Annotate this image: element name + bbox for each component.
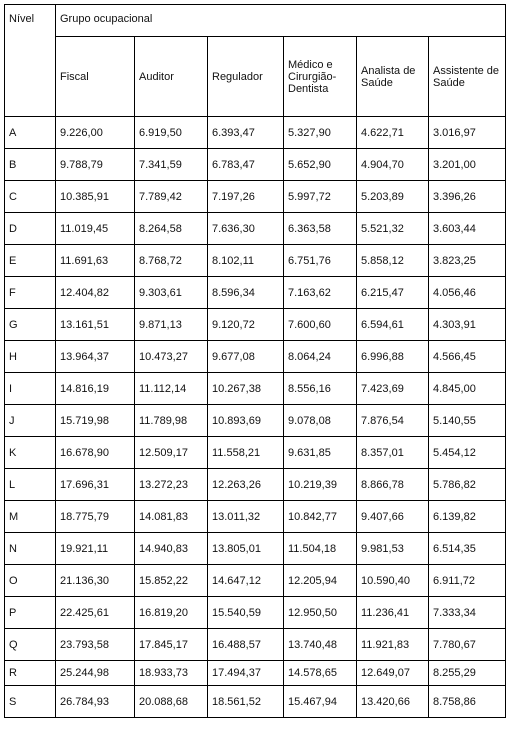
table-cell: 6.996,88 — [357, 341, 429, 373]
table-cell: 14.940,83 — [135, 533, 208, 565]
table-cell: 11.504,18 — [284, 533, 357, 565]
table-cell: 6.393,47 — [208, 117, 284, 149]
row-nivel: D — [5, 213, 56, 245]
table-cell: 5.858,12 — [357, 245, 429, 277]
row-nivel: J — [5, 405, 56, 437]
column-header: Analista de Saúde — [357, 37, 429, 117]
table-cell: 8.866,78 — [357, 469, 429, 501]
table-row — [5, 277, 506, 309]
table-cell: 7.876,54 — [357, 405, 429, 437]
table-cell: 3.201,00 — [429, 149, 506, 181]
table-cell: 5.140,55 — [429, 405, 506, 437]
table-cell: 7.636,30 — [208, 213, 284, 245]
table-cell: 6.139,82 — [429, 501, 506, 533]
table-cell: 12.263,26 — [208, 469, 284, 501]
table-cell: 10.842,77 — [284, 501, 357, 533]
table-cell: 10.267,38 — [208, 373, 284, 405]
row-nivel: C — [5, 181, 56, 213]
row-nivel: A — [5, 117, 56, 149]
table-cell: 6.911,72 — [429, 565, 506, 597]
table-cell: 14.578,65 — [284, 661, 357, 686]
row-nivel: E — [5, 245, 56, 277]
table-cell: 7.423,69 — [357, 373, 429, 405]
table-cell: 19.921,11 — [56, 533, 135, 565]
table-cell: 9.871,13 — [135, 309, 208, 341]
table-cell: 23.793,58 — [56, 629, 135, 661]
table-cell: 10.219,39 — [284, 469, 357, 501]
table-cell: 8.758,86 — [429, 686, 506, 718]
nivel-header: Nível — [5, 5, 56, 117]
row-nivel: Q — [5, 629, 56, 661]
table-cell: 11.921,83 — [357, 629, 429, 661]
table-row — [5, 181, 506, 213]
table-cell: 7.333,34 — [429, 597, 506, 629]
table-cell: 3.396,26 — [429, 181, 506, 213]
table-row — [5, 565, 506, 597]
table-cell: 4.303,91 — [429, 309, 506, 341]
table-cell: 8.255,29 — [429, 661, 506, 686]
row-nivel: I — [5, 373, 56, 405]
table-cell: 21.136,30 — [56, 565, 135, 597]
group-header: Grupo ocupacional — [56, 5, 506, 37]
row-nivel: M — [5, 501, 56, 533]
table-cell: 16.488,57 — [208, 629, 284, 661]
table-row — [5, 661, 506, 686]
column-header: Médico e Cirurgião-Dentista — [284, 37, 357, 117]
table-cell: 8.596,34 — [208, 277, 284, 309]
table-cell: 9.631,85 — [284, 437, 357, 469]
table-cell: 10.590,40 — [357, 565, 429, 597]
table-cell: 15.540,59 — [208, 597, 284, 629]
table-cell: 12.205,94 — [284, 565, 357, 597]
table-cell: 11.691,63 — [56, 245, 135, 277]
table-cell: 8.768,72 — [135, 245, 208, 277]
table-cell: 18.775,79 — [56, 501, 135, 533]
table-cell: 13.272,23 — [135, 469, 208, 501]
row-nivel: F — [5, 277, 56, 309]
table-cell: 12.509,17 — [135, 437, 208, 469]
column-header: Auditor — [135, 37, 208, 117]
table-cell: 11.236,41 — [357, 597, 429, 629]
table-row — [5, 629, 506, 661]
table-cell: 6.751,76 — [284, 245, 357, 277]
row-nivel: G — [5, 309, 56, 341]
table-cell: 4.566,45 — [429, 341, 506, 373]
table-cell: 3.823,25 — [429, 245, 506, 277]
table-cell: 7.600,60 — [284, 309, 357, 341]
table-cell: 9.303,61 — [135, 277, 208, 309]
table-cell: 9.677,08 — [208, 341, 284, 373]
table-cell: 8.064,24 — [284, 341, 357, 373]
table-cell: 25.244,98 — [56, 661, 135, 686]
table-cell: 10.473,27 — [135, 341, 208, 373]
table-cell: 9.226,00 — [56, 117, 135, 149]
table-row — [5, 533, 506, 565]
row-nivel: L — [5, 469, 56, 501]
table-cell: 4.622,71 — [357, 117, 429, 149]
table-row — [5, 309, 506, 341]
table-cell: 13.420,66 — [357, 686, 429, 718]
table-cell: 12.649,07 — [357, 661, 429, 686]
table-row — [5, 469, 506, 501]
table-cell: 4.056,46 — [429, 277, 506, 309]
row-nivel: B — [5, 149, 56, 181]
column-header: Regulador — [208, 37, 284, 117]
table-cell: 16.819,20 — [135, 597, 208, 629]
row-nivel: N — [5, 533, 56, 565]
table-cell: 8.357,01 — [357, 437, 429, 469]
column-header: Fiscal — [56, 37, 135, 117]
table-cell: 18.933,73 — [135, 661, 208, 686]
table-cell: 6.919,50 — [135, 117, 208, 149]
table-cell: 8.556,16 — [284, 373, 357, 405]
table-cell: 5.997,72 — [284, 181, 357, 213]
row-nivel: P — [5, 597, 56, 629]
salary-table — [4, 4, 506, 718]
table-cell: 15.852,22 — [135, 565, 208, 597]
table-cell: 8.264,58 — [135, 213, 208, 245]
table-cell: 7.341,59 — [135, 149, 208, 181]
table-cell: 6.363,58 — [284, 213, 357, 245]
table-row — [5, 213, 506, 245]
table-cell: 5.652,90 — [284, 149, 357, 181]
table-cell: 17.494,37 — [208, 661, 284, 686]
table-cell: 6.215,47 — [357, 277, 429, 309]
table-row — [5, 117, 506, 149]
table-cell: 13.740,48 — [284, 629, 357, 661]
table-cell: 10.893,69 — [208, 405, 284, 437]
table-cell: 15.719,98 — [56, 405, 135, 437]
row-nivel: S — [5, 686, 56, 718]
table-cell: 5.203,89 — [357, 181, 429, 213]
table-row — [5, 373, 506, 405]
salary-table-container — [4, 4, 506, 718]
table-cell: 7.789,42 — [135, 181, 208, 213]
table-cell: 5.327,90 — [284, 117, 357, 149]
table-cell: 12.950,50 — [284, 597, 357, 629]
group-header-row — [5, 5, 506, 37]
table-cell: 7.780,67 — [429, 629, 506, 661]
table-cell: 11.112,14 — [135, 373, 208, 405]
column-header: Assistente de Saúde — [429, 37, 506, 117]
table-cell: 11.558,21 — [208, 437, 284, 469]
table-cell: 17.845,17 — [135, 629, 208, 661]
table-cell: 11.019,45 — [56, 213, 135, 245]
table-cell: 22.425,61 — [56, 597, 135, 629]
table-cell: 8.102,11 — [208, 245, 284, 277]
table-row — [5, 597, 506, 629]
table-row — [5, 686, 506, 718]
table-cell: 13.011,32 — [208, 501, 284, 533]
table-cell: 9.981,53 — [357, 533, 429, 565]
table-cell: 6.783,47 — [208, 149, 284, 181]
table-cell: 18.561,52 — [208, 686, 284, 718]
table-cell: 14.081,83 — [135, 501, 208, 533]
table-cell: 13.964,37 — [56, 341, 135, 373]
table-cell: 11.789,98 — [135, 405, 208, 437]
table-cell: 9.788,79 — [56, 149, 135, 181]
table-cell: 4.845,00 — [429, 373, 506, 405]
table-cell: 7.197,26 — [208, 181, 284, 213]
row-nivel: H — [5, 341, 56, 373]
table-cell: 3.016,97 — [429, 117, 506, 149]
table-cell: 16.678,90 — [56, 437, 135, 469]
table-cell: 14.647,12 — [208, 565, 284, 597]
table-cell: 9.407,66 — [357, 501, 429, 533]
table-row — [5, 437, 506, 469]
table-cell: 17.696,31 — [56, 469, 135, 501]
table-cell: 3.603,44 — [429, 213, 506, 245]
table-row — [5, 341, 506, 373]
column-header-row — [5, 37, 506, 117]
row-nivel: R — [5, 661, 56, 686]
table-cell: 12.404,82 — [56, 277, 135, 309]
table-cell: 9.078,08 — [284, 405, 357, 437]
table-cell: 5.786,82 — [429, 469, 506, 501]
table-body — [5, 117, 506, 718]
table-cell: 26.784,93 — [56, 686, 135, 718]
table-row — [5, 501, 506, 533]
table-cell: 10.385,91 — [56, 181, 135, 213]
table-cell: 4.904,70 — [357, 149, 429, 181]
table-cell: 5.454,12 — [429, 437, 506, 469]
table-row — [5, 149, 506, 181]
table-row — [5, 245, 506, 277]
table-cell: 9.120,72 — [208, 309, 284, 341]
table-cell: 6.514,35 — [429, 533, 506, 565]
row-nivel: K — [5, 437, 56, 469]
table-cell: 6.594,61 — [357, 309, 429, 341]
table-cell: 15.467,94 — [284, 686, 357, 718]
table-cell: 5.521,32 — [357, 213, 429, 245]
table-cell: 13.161,51 — [56, 309, 135, 341]
table-cell: 7.163,62 — [284, 277, 357, 309]
row-nivel: O — [5, 565, 56, 597]
table-cell: 20.088,68 — [135, 686, 208, 718]
table-cell: 13.805,01 — [208, 533, 284, 565]
table-row — [5, 405, 506, 437]
table-cell: 14.816,19 — [56, 373, 135, 405]
